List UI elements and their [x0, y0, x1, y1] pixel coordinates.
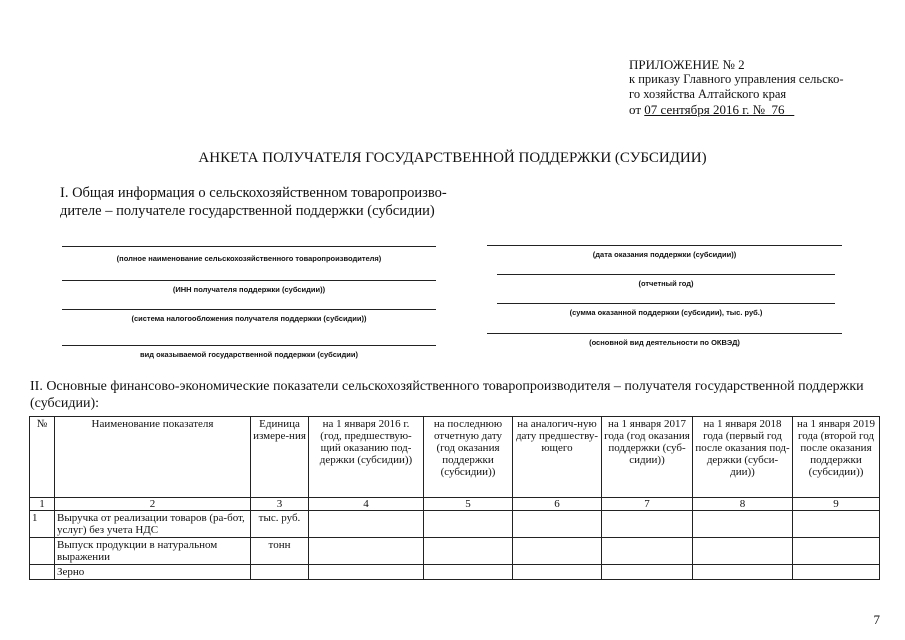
col-header-indicator-name: Наименование показателя	[55, 417, 251, 498]
value-cell[interactable]	[693, 511, 793, 538]
field-caption-support-date: (дата оказания поддержки (субсидии))	[592, 250, 737, 259]
page-number: 7	[873, 612, 880, 627]
value-cell[interactable]	[602, 538, 693, 565]
field-caption-okved: (основной вид деятельности по ОКВЭД)	[589, 338, 740, 347]
table-row	[30, 565, 880, 580]
column-number: 4	[309, 498, 424, 511]
value-cell[interactable]	[424, 538, 513, 565]
appendix-line-1: к приказу Главного управления сельско-	[629, 72, 844, 86]
field-line-support-type[interactable]	[62, 345, 436, 346]
field-line-inn[interactable]	[62, 280, 436, 281]
col-header-same-date-previous: на аналогич-ную дату предшеству-ющего	[513, 417, 602, 498]
value-cell[interactable]	[602, 565, 693, 580]
field-caption-support-type: вид оказываемой государственной поддержки (субсидии)	[140, 350, 358, 359]
value-cell[interactable]	[602, 511, 693, 538]
field-line-okved[interactable]	[487, 333, 842, 334]
col-header-unit: Единица измере-ния	[251, 417, 309, 498]
field-line-support-amount[interactable]	[497, 303, 835, 304]
col-header-jan-2019: на 1 января 2019 года (второй год после оказания поддержки (субсидии))	[793, 417, 880, 498]
col-header-jan-2018: на 1 января 2018 года (первый год после оказания под-держки (субси-дии))	[693, 417, 793, 498]
section-1-heading	[60, 184, 460, 220]
column-numbers-row	[30, 498, 880, 511]
appendix-title: ПРИЛОЖЕНИЕ № 2	[629, 57, 745, 72]
indicator-name: Выручка от реализации товаров (ра-бот, услуг) без учета НДС	[55, 511, 251, 538]
appendix-date	[629, 102, 889, 117]
appendix-date-prefix: от	[629, 102, 642, 117]
indicator-unit: тонн	[251, 538, 309, 565]
col-header-jan-2016: на 1 января 2016 г. (год, предшествую-щий оказанию под-держки (субсидии))	[309, 417, 424, 498]
indicator-unit: тыс. руб.	[251, 511, 309, 538]
indicator-name: Зерно	[55, 565, 251, 580]
row-number: 1	[30, 511, 55, 538]
column-number: 6	[513, 498, 602, 511]
field-caption-reporting-year: (отчетный год)	[638, 279, 694, 288]
value-cell[interactable]	[793, 565, 880, 580]
field-line-reporting-year[interactable]	[497, 274, 835, 275]
value-cell[interactable]	[309, 565, 424, 580]
document-title: АНКЕТА ПОЛУЧАТЕЛЯ ГОСУДАРСТВЕННОЙ ПОДДЕРЖКИ (СУБСИДИИ)	[198, 150, 707, 166]
field-line-tax-system[interactable]	[62, 309, 436, 310]
column-number: 5	[424, 498, 513, 511]
appendix-line-2: го хозяйства Алтайского края	[629, 87, 787, 101]
appendix-date-value: 07 сентября 2016 г. № 76	[644, 102, 795, 117]
indicator-name: Выпуск продукции в натуральном выражении	[55, 538, 251, 565]
value-cell[interactable]	[424, 565, 513, 580]
column-number: 8	[693, 498, 793, 511]
value-cell[interactable]	[693, 565, 793, 580]
row-number	[30, 538, 55, 565]
appendix-block	[629, 57, 889, 117]
field-caption-tax-system: (система налогообложения получателя поддержки (субсидии))	[131, 314, 367, 323]
section-1-heading-line-2: дителе – получателе государственной поддержки (субсидии)	[60, 203, 435, 219]
value-cell[interactable]	[309, 538, 424, 565]
column-number: 3	[251, 498, 309, 511]
col-header-number: №	[30, 417, 55, 498]
column-number: 7	[602, 498, 693, 511]
value-cell[interactable]	[513, 565, 602, 580]
field-caption-inn: (ИНН получателя поддержки (субсидии))	[172, 285, 326, 294]
indicator-unit	[251, 565, 309, 580]
field-caption-full-name: (полное наименование сельскохозяйственного товаропроизводителя)	[116, 254, 382, 263]
section-2-heading: II. Основные финансово-экономические показатели сельскохозяйственного товаропроизводителя – получателя государственной поддержки (субсидии):	[30, 379, 864, 411]
value-cell[interactable]	[793, 538, 880, 565]
value-cell[interactable]	[513, 511, 602, 538]
field-line-full-name[interactable]	[62, 246, 436, 247]
value-cell[interactable]	[793, 511, 880, 538]
section-1-heading-line-1: I. Общая информация о сельскохозяйственном товаропроизво-	[60, 185, 447, 201]
col-header-jan-2017: на 1 января 2017 года (год оказания поддержки (суб-сидии))	[602, 417, 693, 498]
indicators-table	[29, 416, 880, 580]
table-row	[30, 511, 880, 538]
value-cell[interactable]	[693, 538, 793, 565]
value-cell[interactable]	[424, 511, 513, 538]
value-cell[interactable]	[513, 538, 602, 565]
table-header-row	[30, 417, 880, 498]
column-number: 1	[30, 498, 55, 511]
field-line-support-date[interactable]	[487, 245, 842, 246]
column-number: 9	[793, 498, 880, 511]
table-row	[30, 538, 880, 565]
row-number	[30, 565, 55, 580]
col-header-last-reporting-date: на последнюю отчетную дату (год оказания поддержки (субсидии))	[424, 417, 513, 498]
value-cell[interactable]	[309, 511, 424, 538]
column-number: 2	[55, 498, 251, 511]
field-caption-support-amount: (сумма оказанной поддержки (субсидии), тыс. руб.)	[569, 308, 763, 317]
